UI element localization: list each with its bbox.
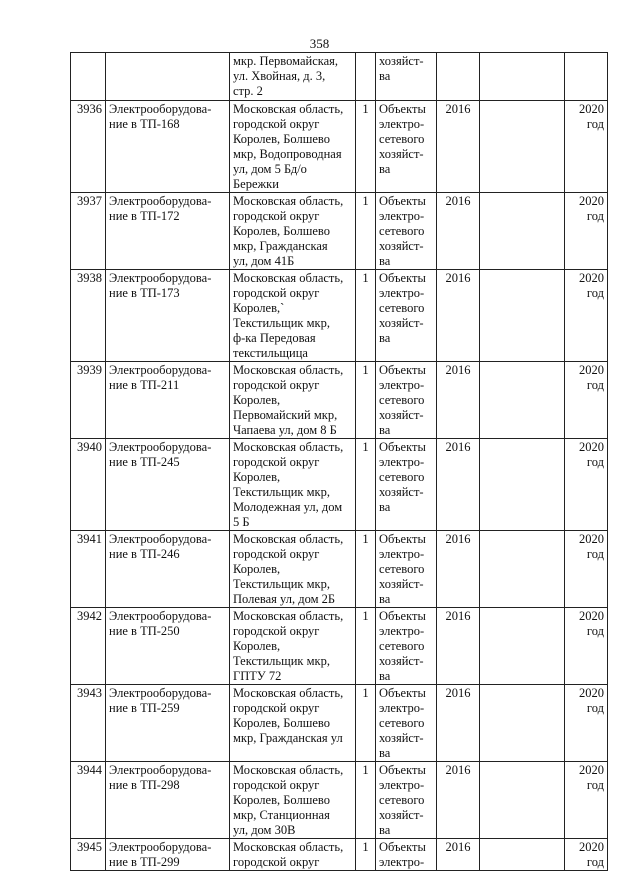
registry-table xyxy=(70,52,608,871)
cell-category: Объекты электро- сетевого хозяйст- ва xyxy=(376,101,437,193)
cell-empty xyxy=(480,362,565,439)
cell-number: 3939 xyxy=(71,362,106,439)
table-row xyxy=(71,685,608,762)
cell-category: Объекты электро- сетевого хозяйст- ва xyxy=(376,193,437,270)
cell-quantity: 1 xyxy=(356,362,376,439)
cell-category: Объекты электро- сетевого хозяйст- ва xyxy=(376,608,437,685)
cell-year: 2016 xyxy=(437,608,480,685)
table-row xyxy=(71,531,608,608)
cell-name: Электрооборудова- ние в ТП-246 xyxy=(106,531,230,608)
cell-address: Московская область, городской округ Королев, Болшево мкр, Водопроводная ул, дом 5 Бд/о Бережки xyxy=(230,101,356,193)
cell-name: Электрооборудова- ние в ТП-245 xyxy=(106,439,230,531)
cell-empty xyxy=(480,270,565,362)
cell-end-year: 2020 год xyxy=(565,439,608,531)
cell-year: 2016 xyxy=(437,101,480,193)
cell-number xyxy=(71,53,106,101)
cell-name: Электрооборудова- ние в ТП-299 xyxy=(106,839,230,871)
cell-year: 2016 xyxy=(437,439,480,531)
cell-empty xyxy=(480,762,565,839)
cell-address: Московская область, городской округ Королев, Текстильщик мкр, ГПТУ 72 xyxy=(230,608,356,685)
cell-name: Электрооборудова- ние в ТП-259 xyxy=(106,685,230,762)
cell-quantity: 1 xyxy=(356,101,376,193)
cell-number: 3942 xyxy=(71,608,106,685)
cell-number: 3943 xyxy=(71,685,106,762)
cell-number: 3945 xyxy=(71,839,106,871)
cell-quantity: 1 xyxy=(356,608,376,685)
table-row-continuation xyxy=(71,53,608,101)
cell-empty xyxy=(480,101,565,193)
cell-year: 2016 xyxy=(437,362,480,439)
cell-end-year: 2020 год xyxy=(565,531,608,608)
cell-end-year: 2020 год xyxy=(565,362,608,439)
cell-empty xyxy=(480,53,565,101)
cell-end-year: 2020 год xyxy=(565,685,608,762)
table-row xyxy=(71,362,608,439)
cell-category: Объекты электро- сетевого хозяйст- ва xyxy=(376,439,437,531)
table-row xyxy=(71,101,608,193)
table-row xyxy=(71,439,608,531)
cell-category: Объекты электро- сетевого хозяйст- ва xyxy=(376,362,437,439)
cell-name: Электрооборудова- ние в ТП-173 xyxy=(106,270,230,362)
cell-address: мкр. Первомайская, ул. Хвойная, д. 3, стр. 2 xyxy=(230,53,356,101)
cell-end-year xyxy=(565,53,608,101)
cell-name: Электрооборудова- ние в ТП-298 xyxy=(106,762,230,839)
cell-number: 3936 xyxy=(71,101,106,193)
table-row xyxy=(71,608,608,685)
table-row xyxy=(71,762,608,839)
cell-quantity: 1 xyxy=(356,193,376,270)
cell-empty xyxy=(480,685,565,762)
cell-category: Объекты электро- xyxy=(376,839,437,871)
cell-name: Электрооборудова- ние в ТП-172 xyxy=(106,193,230,270)
cell-category: Объекты электро- сетевого хозяйст- ва xyxy=(376,762,437,839)
cell-category: хозяйст- ва xyxy=(376,53,437,101)
cell-name: Электрооборудова- ние в ТП-211 xyxy=(106,362,230,439)
cell-address: Московская область, городской округ Королев, Текстильщик мкр, Полевая ул, дом 2Б xyxy=(230,531,356,608)
cell-year: 2016 xyxy=(437,531,480,608)
table-row xyxy=(71,839,608,871)
cell-address: Московская область, городской округ Королев, Болшево мкр, Гражданская ул xyxy=(230,685,356,762)
cell-category: Объекты электро- сетевого хозяйст- ва xyxy=(376,685,437,762)
cell-number: 3938 xyxy=(71,270,106,362)
cell-empty xyxy=(480,839,565,871)
cell-category: Объекты электро- сетевого хозяйст- ва xyxy=(376,531,437,608)
cell-number: 3937 xyxy=(71,193,106,270)
cell-category: Объекты электро- сетевого хозяйст- ва xyxy=(376,270,437,362)
cell-empty xyxy=(480,608,565,685)
cell-address: Московская область, городской округ Королев, Болшево мкр, Гражданская ул, дом 41Б xyxy=(230,193,356,270)
cell-year xyxy=(437,53,480,101)
cell-year: 2016 xyxy=(437,839,480,871)
cell-end-year: 2020 год xyxy=(565,101,608,193)
cell-address: Московская область, городской округ Королев,` Текстильщик мкр, ф-ка Передовая текстильщица xyxy=(230,270,356,362)
cell-quantity: 1 xyxy=(356,270,376,362)
cell-end-year: 2020 год xyxy=(565,608,608,685)
cell-quantity: 1 xyxy=(356,762,376,839)
cell-address: Московская область, городской округ xyxy=(230,839,356,871)
cell-end-year: 2020 год xyxy=(565,762,608,839)
cell-year: 2016 xyxy=(437,685,480,762)
cell-number: 3941 xyxy=(71,531,106,608)
cell-empty xyxy=(480,439,565,531)
table-row xyxy=(71,270,608,362)
cell-empty xyxy=(480,193,565,270)
cell-address: Московская область, городской округ Королев, Первомайский мкр, Чапаева ул, дом 8 Б xyxy=(230,362,356,439)
cell-name: Электрооборудова- ние в ТП-250 xyxy=(106,608,230,685)
cell-quantity: 1 xyxy=(356,839,376,871)
page-number: 358 xyxy=(309,36,330,51)
cell-name: Электрооборудова- ние в ТП-168 xyxy=(106,101,230,193)
cell-quantity: 1 xyxy=(356,685,376,762)
cell-name xyxy=(106,53,230,101)
registry-body xyxy=(71,53,608,871)
cell-address: Московская область, городской округ Королев, Болшево мкр, Станционная ул, дом 30В xyxy=(230,762,356,839)
cell-quantity xyxy=(356,53,376,101)
cell-year: 2016 xyxy=(437,762,480,839)
cell-number: 3944 xyxy=(71,762,106,839)
cell-end-year: 2020 год xyxy=(565,839,608,871)
table-row xyxy=(71,193,608,270)
cell-address: Московская область, городской округ Королев, Текстильщик мкр, Молодежная ул, дом 5 Б xyxy=(230,439,356,531)
cell-year: 2016 xyxy=(437,270,480,362)
cell-end-year: 2020 год xyxy=(565,270,608,362)
cell-end-year: 2020 год xyxy=(565,193,608,270)
cell-year: 2016 xyxy=(437,193,480,270)
cell-number: 3940 xyxy=(71,439,106,531)
cell-quantity: 1 xyxy=(356,439,376,531)
cell-empty xyxy=(480,531,565,608)
cell-quantity: 1 xyxy=(356,531,376,608)
